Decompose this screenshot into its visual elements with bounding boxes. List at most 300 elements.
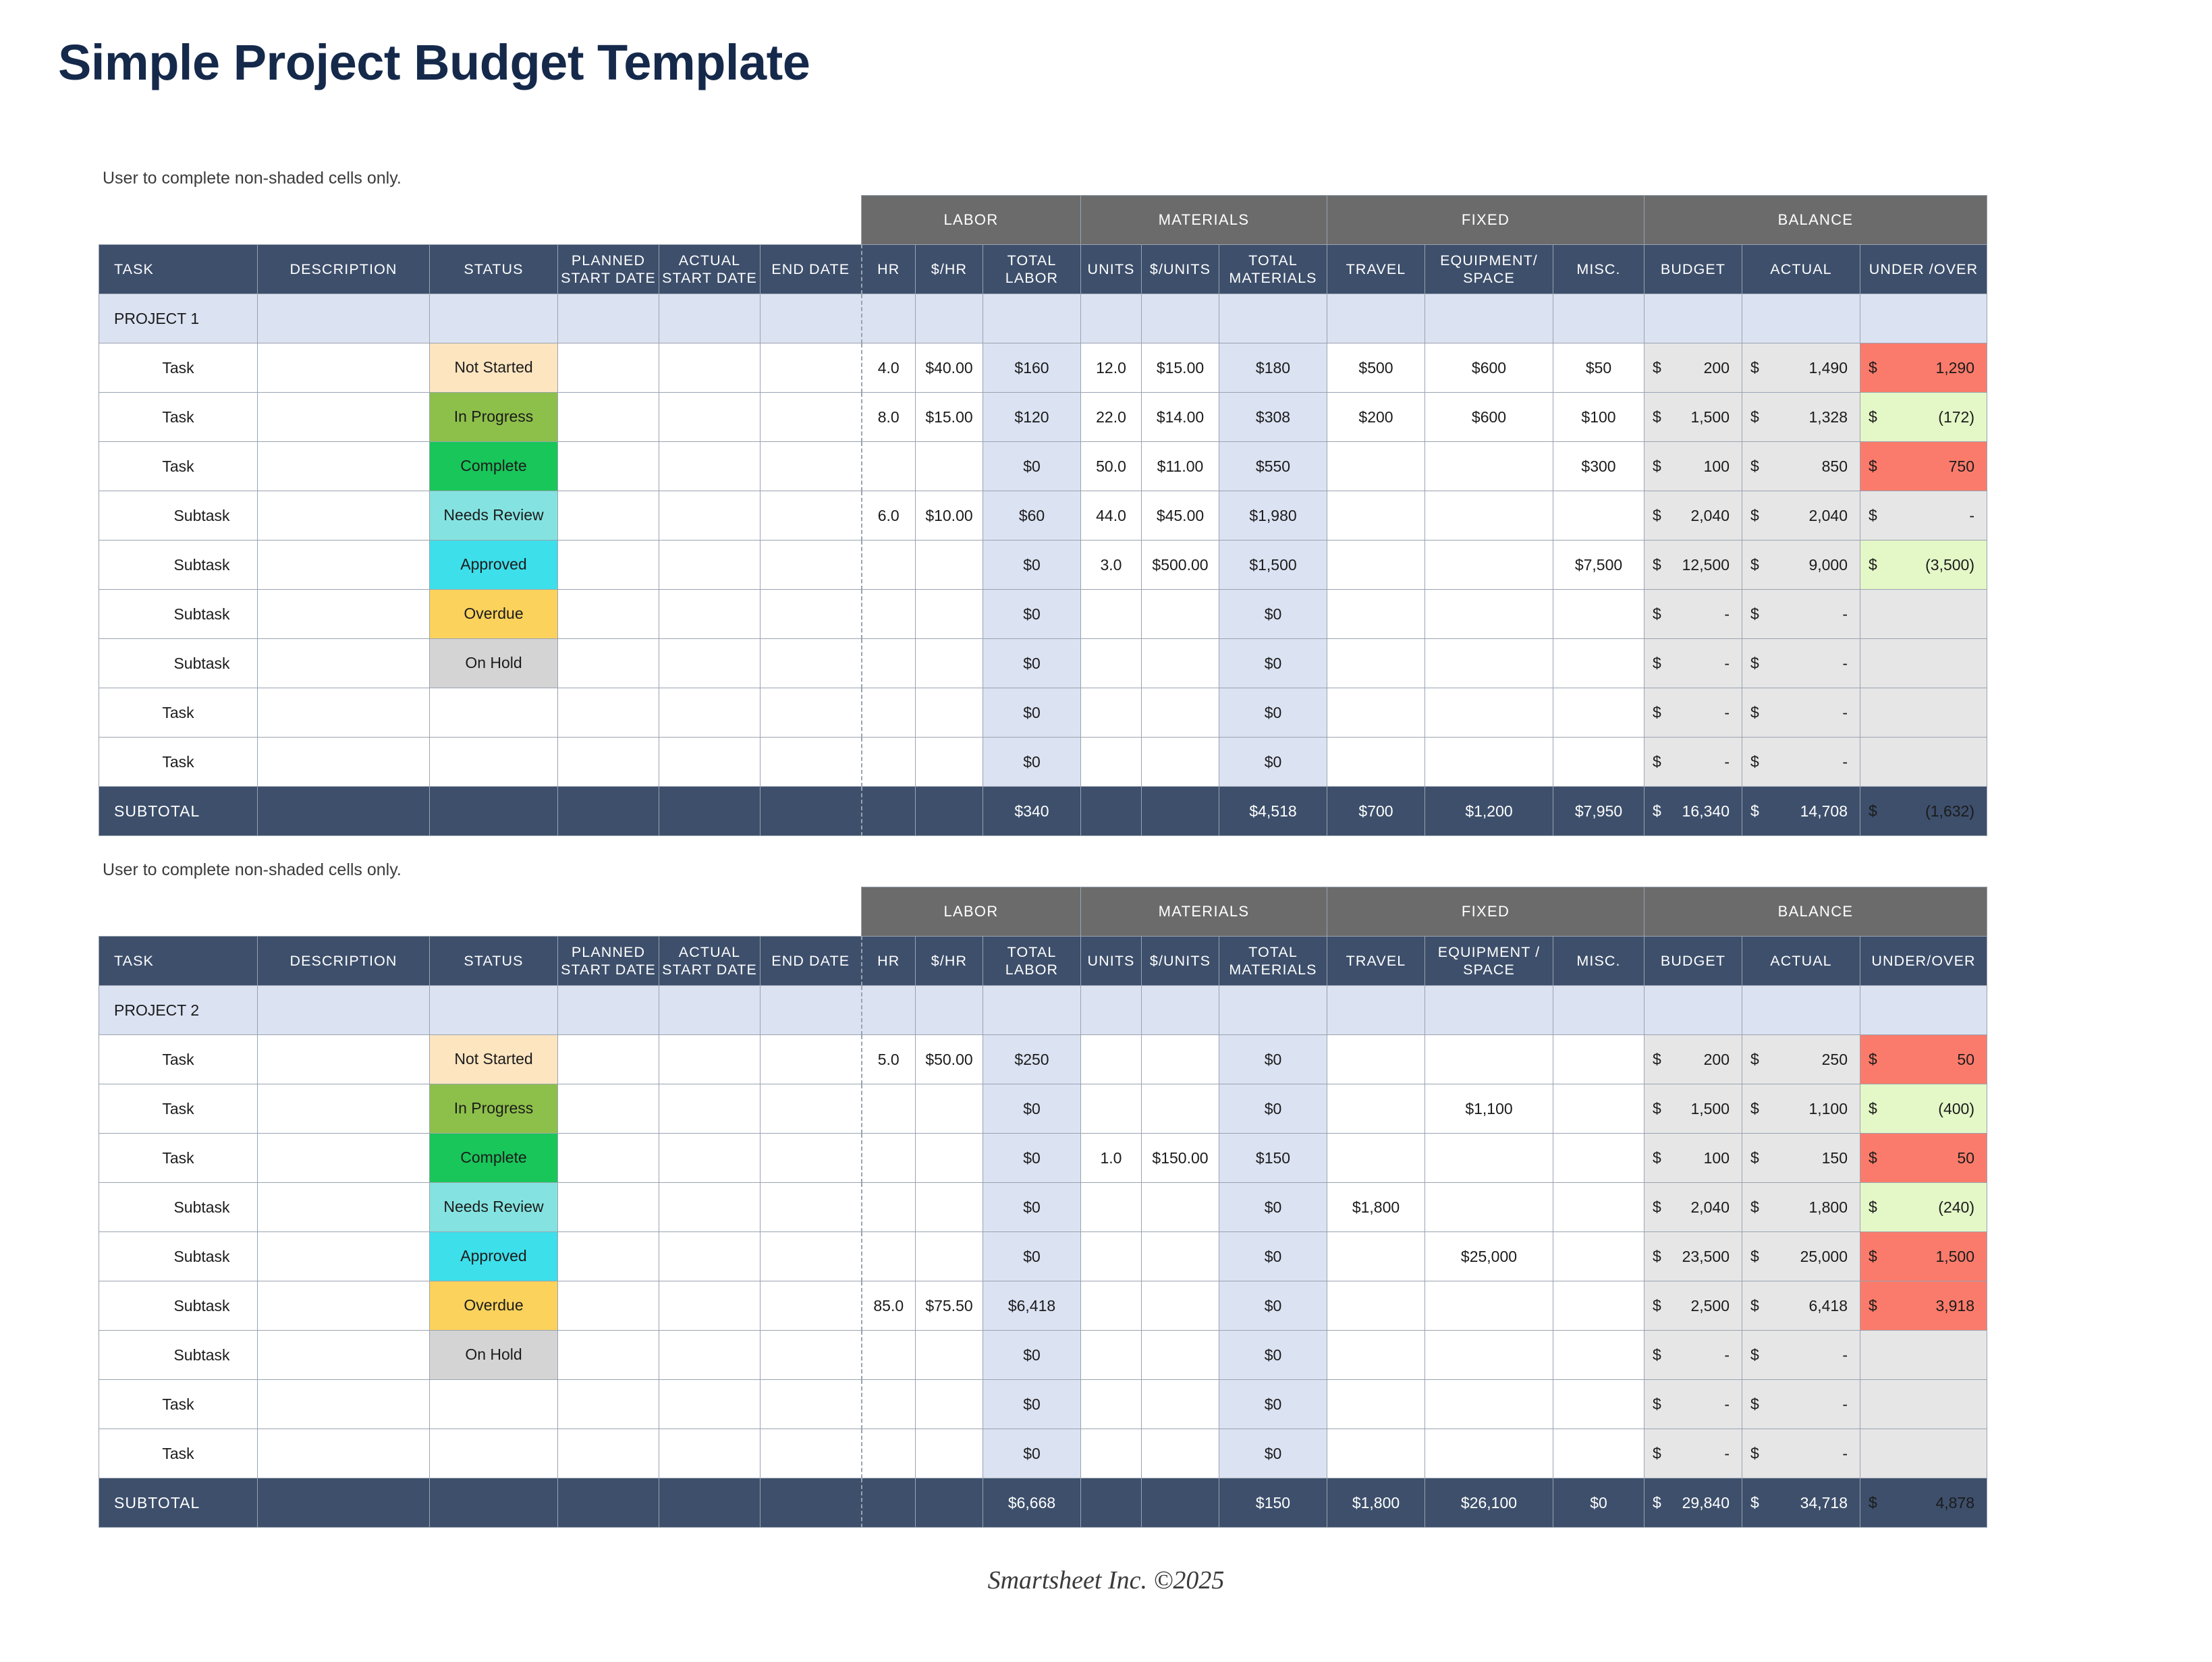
total-labor-cell: $0 (983, 1084, 1081, 1134)
project-row-cell (1742, 986, 1860, 1035)
subtotal-total-labor: $340 (983, 787, 1081, 836)
subtotal-blank (558, 1478, 659, 1528)
units-cell[interactable]: 3.0 (1081, 541, 1142, 590)
budget-cell: $ - (1644, 1331, 1742, 1380)
description-cell[interactable] (258, 1380, 430, 1429)
project-row-cell (983, 294, 1081, 343)
actual-start-date-cell[interactable] (659, 1084, 761, 1134)
equipment-space-cell[interactable] (1425, 1134, 1553, 1183)
status-cell[interactable] (430, 738, 558, 787)
status-cell[interactable]: On Hold (430, 1331, 558, 1380)
task-name-cell[interactable]: Subtask (99, 1281, 258, 1331)
subtotal-blank (558, 787, 659, 836)
task-name-cell[interactable]: Subtask (99, 1232, 258, 1281)
project-row-cell (1425, 294, 1553, 343)
planned-start-date-cell[interactable] (558, 590, 659, 639)
hr-cell[interactable]: 85.0 (862, 1281, 916, 1331)
actual-cell: $ 1,328 (1742, 393, 1860, 442)
table-row (99, 1429, 1987, 1478)
units-cell[interactable] (1081, 1429, 1142, 1478)
task-name-cell[interactable]: Task (99, 1429, 258, 1478)
travel-cell[interactable] (1327, 1232, 1425, 1281)
total-materials-cell: $180 (1219, 343, 1327, 393)
status-cell[interactable]: Not Started (430, 1035, 558, 1084)
column-header-row-2 (99, 937, 1987, 986)
task-name-cell[interactable]: Task (99, 442, 258, 491)
travel-cell[interactable] (1327, 1429, 1425, 1478)
status-cell[interactable]: On Hold (430, 639, 558, 688)
status-cell[interactable] (430, 688, 558, 738)
rate-hr-cell[interactable] (916, 688, 983, 738)
project-row (99, 986, 1987, 1035)
total-labor-cell: $250 (983, 1035, 1081, 1084)
task-name-cell[interactable]: Subtask (99, 639, 258, 688)
description-cell[interactable] (258, 738, 430, 787)
planned-start-date-cell[interactable] (558, 541, 659, 590)
col-equipment-space: EQUIPMENT/ SPACE (1425, 245, 1553, 294)
equipment-space-cell[interactable] (1425, 1035, 1553, 1084)
status-cell[interactable]: Approved (430, 541, 558, 590)
hr-cell[interactable] (862, 1084, 916, 1134)
status-cell[interactable]: In Progress (430, 393, 558, 442)
units-cell[interactable] (1081, 738, 1142, 787)
total-materials-cell: $0 (1219, 1035, 1327, 1084)
equipment-space-cell[interactable] (1425, 1183, 1553, 1232)
planned-start-date-cell[interactable] (558, 1232, 659, 1281)
misc-cell[interactable]: $50 (1553, 343, 1644, 393)
units-cell[interactable]: 1.0 (1081, 1134, 1142, 1183)
actual-start-date-cell[interactable] (659, 639, 761, 688)
task-name-cell[interactable]: Subtask (99, 491, 258, 541)
equipment-space-cell[interactable]: $600 (1425, 343, 1553, 393)
misc-cell[interactable] (1553, 1281, 1644, 1331)
actual-start-date-cell[interactable] (659, 1380, 761, 1429)
equipment-space-cell[interactable] (1425, 442, 1553, 491)
column-header-row-1 (99, 245, 1987, 294)
planned-start-date-cell[interactable] (558, 639, 659, 688)
subtotal-travel: $1,800 (1327, 1478, 1425, 1528)
equipment-space-cell[interactable] (1425, 1281, 1553, 1331)
rate-hr-cell[interactable] (916, 1429, 983, 1478)
budget-cell: $ 1,500 (1644, 393, 1742, 442)
units-cell[interactable]: 50.0 (1081, 442, 1142, 491)
actual-start-date-cell[interactable] (659, 738, 761, 787)
status-cell[interactable]: Not Started (430, 343, 558, 393)
travel-cell[interactable] (1327, 688, 1425, 738)
end-date-cell[interactable] (761, 1429, 862, 1478)
misc-cell[interactable]: $100 (1553, 393, 1644, 442)
planned-start-date-cell[interactable] (558, 1331, 659, 1380)
actual-start-date-cell[interactable] (659, 541, 761, 590)
rate-hr-cell[interactable]: $50.00 (916, 1035, 983, 1084)
units-cell[interactable]: 22.0 (1081, 393, 1142, 442)
rate-units-cell[interactable]: $11.00 (1142, 442, 1219, 491)
task-name-cell[interactable]: Task (99, 393, 258, 442)
subtotal-blank (761, 787, 862, 836)
travel-cell[interactable] (1327, 1281, 1425, 1331)
budget-cell: $ 200 (1644, 343, 1742, 393)
misc-cell[interactable] (1553, 639, 1644, 688)
total-labor-cell: $0 (983, 590, 1081, 639)
planned-start-date-cell[interactable] (558, 1183, 659, 1232)
actual-start-date-cell[interactable] (659, 393, 761, 442)
planned-start-date-cell[interactable] (558, 1380, 659, 1429)
actual-start-date-cell[interactable] (659, 1134, 761, 1183)
group-header-fixed: FIXED (1327, 887, 1644, 937)
project-row-cell (558, 294, 659, 343)
misc-cell[interactable] (1553, 1331, 1644, 1380)
actual-start-date-cell[interactable] (659, 491, 761, 541)
travel-cell[interactable] (1327, 590, 1425, 639)
equipment-space-cell[interactable]: $600 (1425, 393, 1553, 442)
equipment-space-cell[interactable]: $1,100 (1425, 1084, 1553, 1134)
misc-cell[interactable] (1553, 491, 1644, 541)
misc-cell[interactable] (1553, 1035, 1644, 1084)
misc-cell[interactable] (1553, 1084, 1644, 1134)
hr-cell[interactable] (862, 541, 916, 590)
planned-start-date-cell[interactable] (558, 1429, 659, 1478)
end-date-cell[interactable] (761, 688, 862, 738)
equipment-space-cell[interactable] (1425, 639, 1553, 688)
rate-units-cell[interactable] (1142, 688, 1219, 738)
misc-cell[interactable] (1553, 1134, 1644, 1183)
planned-start-date-cell[interactable] (558, 1035, 659, 1084)
hr-cell[interactable] (862, 1183, 916, 1232)
status-cell[interactable]: Approved (430, 1232, 558, 1281)
planned-start-date-cell[interactable] (558, 1134, 659, 1183)
actual-start-date-cell[interactable] (659, 442, 761, 491)
equipment-space-cell[interactable] (1425, 1429, 1553, 1478)
status-cell[interactable]: Complete (430, 442, 558, 491)
rate-hr-cell[interactable] (916, 1380, 983, 1429)
end-date-cell[interactable] (761, 1380, 862, 1429)
end-date-cell[interactable] (761, 393, 862, 442)
description-cell[interactable] (258, 1134, 430, 1183)
hr-cell[interactable] (862, 1134, 916, 1183)
actual-cell: $ - (1742, 590, 1860, 639)
equipment-space-cell[interactable] (1425, 738, 1553, 787)
table-row (99, 1281, 1987, 1331)
description-cell[interactable] (258, 1281, 430, 1331)
rate-units-cell[interactable]: $500.00 (1142, 541, 1219, 590)
end-date-cell[interactable] (761, 442, 862, 491)
under-over-cell: $ (3,500) (1860, 541, 1987, 590)
subtotal-total-materials: $4,518 (1219, 787, 1327, 836)
actual-start-date-cell[interactable] (659, 1331, 761, 1380)
actual-start-date-cell[interactable] (659, 1429, 761, 1478)
status-cell[interactable]: Overdue (430, 1281, 558, 1331)
travel-cell[interactable] (1327, 541, 1425, 590)
rate-units-cell[interactable]: $15.00 (1142, 343, 1219, 393)
units-cell[interactable]: 44.0 (1081, 491, 1142, 541)
instruction-note-2: User to complete non-shaded cells only. (103, 860, 402, 879)
description-cell[interactable] (258, 590, 430, 639)
units-cell[interactable] (1081, 1183, 1142, 1232)
project-2-block (99, 860, 1987, 1528)
actual-start-date-cell[interactable] (659, 1232, 761, 1281)
hr-cell[interactable] (862, 590, 916, 639)
budget-cell: $ - (1644, 738, 1742, 787)
total-labor-cell: $0 (983, 1380, 1081, 1429)
task-name-cell[interactable]: Task (99, 343, 258, 393)
hr-cell[interactable] (862, 738, 916, 787)
total-labor-cell: $0 (983, 1429, 1081, 1478)
col-rate-hr: $/HR (916, 937, 983, 986)
description-cell[interactable] (258, 1232, 430, 1281)
equipment-space-cell[interactable] (1425, 688, 1553, 738)
total-materials-cell: $0 (1219, 639, 1327, 688)
under-over-cell (1860, 639, 1987, 688)
status-cell[interactable]: Overdue (430, 590, 558, 639)
task-name-cell[interactable]: Task (99, 738, 258, 787)
rate-hr-cell[interactable]: $15.00 (916, 393, 983, 442)
rate-hr-cell[interactable] (916, 1134, 983, 1183)
hr-cell[interactable] (862, 688, 916, 738)
description-cell[interactable] (258, 1183, 430, 1232)
equipment-space-cell[interactable] (1425, 541, 1553, 590)
total-materials-cell: $308 (1219, 393, 1327, 442)
total-materials-cell: $0 (1219, 1281, 1327, 1331)
rate-hr-cell[interactable]: $75.50 (916, 1281, 983, 1331)
misc-cell[interactable] (1553, 1183, 1644, 1232)
description-cell[interactable] (258, 639, 430, 688)
travel-cell[interactable] (1327, 1035, 1425, 1084)
end-date-cell[interactable] (761, 1281, 862, 1331)
rate-hr-cell[interactable] (916, 1084, 983, 1134)
planned-start-date-cell[interactable] (558, 1281, 659, 1331)
under-over-cell: $ - (1860, 491, 1987, 541)
hr-cell[interactable] (862, 442, 916, 491)
planned-start-date-cell[interactable] (558, 1084, 659, 1134)
table-row (99, 491, 1987, 541)
misc-cell[interactable] (1553, 688, 1644, 738)
end-date-cell[interactable] (761, 491, 862, 541)
rate-hr-cell[interactable]: $10.00 (916, 491, 983, 541)
units-cell[interactable] (1081, 688, 1142, 738)
units-cell[interactable] (1081, 1281, 1142, 1331)
travel-cell[interactable] (1327, 738, 1425, 787)
hr-cell[interactable]: 4.0 (862, 343, 916, 393)
task-name-cell[interactable]: Task (99, 1084, 258, 1134)
units-cell[interactable] (1081, 1380, 1142, 1429)
end-date-cell[interactable] (761, 1134, 862, 1183)
hr-cell[interactable] (862, 1380, 916, 1429)
project-row-cell (1425, 986, 1553, 1035)
planned-start-date-cell[interactable] (558, 491, 659, 541)
hr-cell[interactable] (862, 1232, 916, 1281)
hr-cell[interactable] (862, 1429, 916, 1478)
rate-hr-cell[interactable]: $40.00 (916, 343, 983, 393)
subtotal-blank (1081, 1478, 1142, 1528)
end-date-cell[interactable] (761, 1084, 862, 1134)
misc-cell[interactable]: $300 (1553, 442, 1644, 491)
task-name-cell[interactable]: Subtask (99, 1183, 258, 1232)
end-date-cell[interactable] (761, 738, 862, 787)
actual-start-date-cell[interactable] (659, 1281, 761, 1331)
travel-cell[interactable] (1327, 1331, 1425, 1380)
description-cell[interactable] (258, 1331, 430, 1380)
misc-cell[interactable] (1553, 590, 1644, 639)
task-name-cell[interactable]: Task (99, 1035, 258, 1084)
planned-start-date-cell[interactable] (558, 688, 659, 738)
project-row-cell (1142, 294, 1219, 343)
misc-cell[interactable] (1553, 738, 1644, 787)
table-1-body (99, 294, 1987, 836)
equipment-space-cell[interactable]: $25,000 (1425, 1232, 1553, 1281)
rate-hr-cell[interactable] (916, 639, 983, 688)
table-row (99, 590, 1987, 639)
col-rate-hr: $/HR (916, 245, 983, 294)
status-cell[interactable]: Needs Review (430, 491, 558, 541)
rate-hr-cell[interactable] (916, 1331, 983, 1380)
hr-cell[interactable] (862, 1331, 916, 1380)
end-date-cell[interactable] (761, 1183, 862, 1232)
end-date-cell[interactable] (761, 1232, 862, 1281)
description-cell[interactable] (258, 1429, 430, 1478)
units-cell[interactable]: 12.0 (1081, 343, 1142, 393)
rate-hr-cell[interactable] (916, 590, 983, 639)
end-date-cell[interactable] (761, 639, 862, 688)
status-cell[interactable]: Needs Review (430, 1183, 558, 1232)
description-cell[interactable] (258, 393, 430, 442)
hr-cell[interactable]: 8.0 (862, 393, 916, 442)
rate-units-cell[interactable]: $14.00 (1142, 393, 1219, 442)
rate-hr-cell[interactable] (916, 1183, 983, 1232)
travel-cell[interactable] (1327, 1084, 1425, 1134)
description-cell[interactable] (258, 688, 430, 738)
rate-units-cell[interactable] (1142, 590, 1219, 639)
task-name-cell[interactable]: Subtask (99, 590, 258, 639)
rate-units-cell[interactable] (1142, 1429, 1219, 1478)
rate-units-cell[interactable] (1142, 1035, 1219, 1084)
travel-cell[interactable] (1327, 491, 1425, 541)
actual-start-date-cell[interactable] (659, 688, 761, 738)
rate-units-cell[interactable] (1142, 1281, 1219, 1331)
travel-cell[interactable]: $1,800 (1327, 1183, 1425, 1232)
misc-cell[interactable] (1553, 1380, 1644, 1429)
planned-start-date-cell[interactable] (558, 393, 659, 442)
equipment-space-cell[interactable] (1425, 1331, 1553, 1380)
planned-start-date-cell[interactable] (558, 343, 659, 393)
task-name-cell[interactable]: Task (99, 688, 258, 738)
col-misc: MISC. (1553, 245, 1644, 294)
status-cell[interactable] (430, 1380, 558, 1429)
rate-units-cell[interactable] (1142, 1331, 1219, 1380)
under-over-cell: $ 3,918 (1860, 1281, 1987, 1331)
travel-cell[interactable] (1327, 442, 1425, 491)
travel-cell[interactable] (1327, 1380, 1425, 1429)
rate-hr-cell[interactable] (916, 442, 983, 491)
end-date-cell[interactable] (761, 343, 862, 393)
budget-cell: $ 1,500 (1644, 1084, 1742, 1134)
budget-cell: $ - (1644, 590, 1742, 639)
equipment-space-cell[interactable] (1425, 1380, 1553, 1429)
budget-cell: $ - (1644, 688, 1742, 738)
travel-cell[interactable] (1327, 1134, 1425, 1183)
rate-units-cell[interactable]: $45.00 (1142, 491, 1219, 541)
actual-cell: $ 150 (1742, 1134, 1860, 1183)
project-row-cell (761, 294, 862, 343)
misc-cell[interactable] (1553, 1429, 1644, 1478)
rate-units-cell[interactable] (1142, 1084, 1219, 1134)
hr-cell[interactable]: 6.0 (862, 491, 916, 541)
rate-units-cell[interactable]: $150.00 (1142, 1134, 1219, 1183)
end-date-cell[interactable] (761, 590, 862, 639)
rate-hr-cell[interactable] (916, 541, 983, 590)
budget-cell: $ 2,500 (1644, 1281, 1742, 1331)
task-name-cell[interactable]: Task (99, 1134, 258, 1183)
actual-start-date-cell[interactable] (659, 1035, 761, 1084)
actual-start-date-cell[interactable] (659, 1183, 761, 1232)
actual-start-date-cell[interactable] (659, 590, 761, 639)
actual-cell: $ - (1742, 1380, 1860, 1429)
hr-cell[interactable]: 5.0 (862, 1035, 916, 1084)
total-materials-cell: $0 (1219, 1380, 1327, 1429)
planned-start-date-cell[interactable] (558, 442, 659, 491)
hr-cell[interactable] (862, 639, 916, 688)
col-hr: HR (862, 937, 916, 986)
description-cell[interactable] (258, 491, 430, 541)
description-cell[interactable] (258, 1035, 430, 1084)
rate-units-cell[interactable] (1142, 738, 1219, 787)
units-cell[interactable] (1081, 1232, 1142, 1281)
task-name-cell[interactable]: Subtask (99, 1331, 258, 1380)
description-cell[interactable] (258, 1084, 430, 1134)
project-row-cell (258, 986, 430, 1035)
travel-cell[interactable] (1327, 639, 1425, 688)
description-cell[interactable] (258, 343, 430, 393)
task-name-cell[interactable]: Task (99, 1380, 258, 1429)
table-row (99, 1134, 1987, 1183)
units-cell[interactable] (1081, 590, 1142, 639)
status-cell[interactable] (430, 1429, 558, 1478)
budget-cell: $ 100 (1644, 442, 1742, 491)
rate-units-cell[interactable] (1142, 1183, 1219, 1232)
rate-hr-cell[interactable] (916, 1232, 983, 1281)
total-materials-cell: $0 (1219, 1183, 1327, 1232)
travel-cell[interactable]: $500 (1327, 343, 1425, 393)
travel-cell[interactable]: $200 (1327, 393, 1425, 442)
rate-units-cell[interactable] (1142, 1232, 1219, 1281)
units-cell[interactable] (1081, 639, 1142, 688)
rate-hr-cell[interactable] (916, 738, 983, 787)
actual-cell: $ - (1742, 1331, 1860, 1380)
status-cell[interactable]: In Progress (430, 1084, 558, 1134)
table-row (99, 343, 1987, 393)
rate-units-cell[interactable] (1142, 639, 1219, 688)
units-cell[interactable] (1081, 1084, 1142, 1134)
col-misc: MISC. (1553, 937, 1644, 986)
end-date-cell[interactable] (761, 541, 862, 590)
end-date-cell[interactable] (761, 1035, 862, 1084)
actual-start-date-cell[interactable] (659, 343, 761, 393)
project-row-cell (916, 986, 983, 1035)
status-cell[interactable]: Complete (430, 1134, 558, 1183)
misc-cell[interactable] (1553, 1232, 1644, 1281)
equipment-space-cell[interactable] (1425, 491, 1553, 541)
task-name-cell[interactable]: Subtask (99, 541, 258, 590)
rate-units-cell[interactable] (1142, 1380, 1219, 1429)
units-cell[interactable] (1081, 1331, 1142, 1380)
planned-start-date-cell[interactable] (558, 738, 659, 787)
misc-cell[interactable]: $7,500 (1553, 541, 1644, 590)
end-date-cell[interactable] (761, 1331, 862, 1380)
col-units: UNITS (1081, 937, 1142, 986)
units-cell[interactable] (1081, 1035, 1142, 1084)
equipment-space-cell[interactable] (1425, 590, 1553, 639)
description-cell[interactable] (258, 442, 430, 491)
description-cell[interactable] (258, 541, 430, 590)
